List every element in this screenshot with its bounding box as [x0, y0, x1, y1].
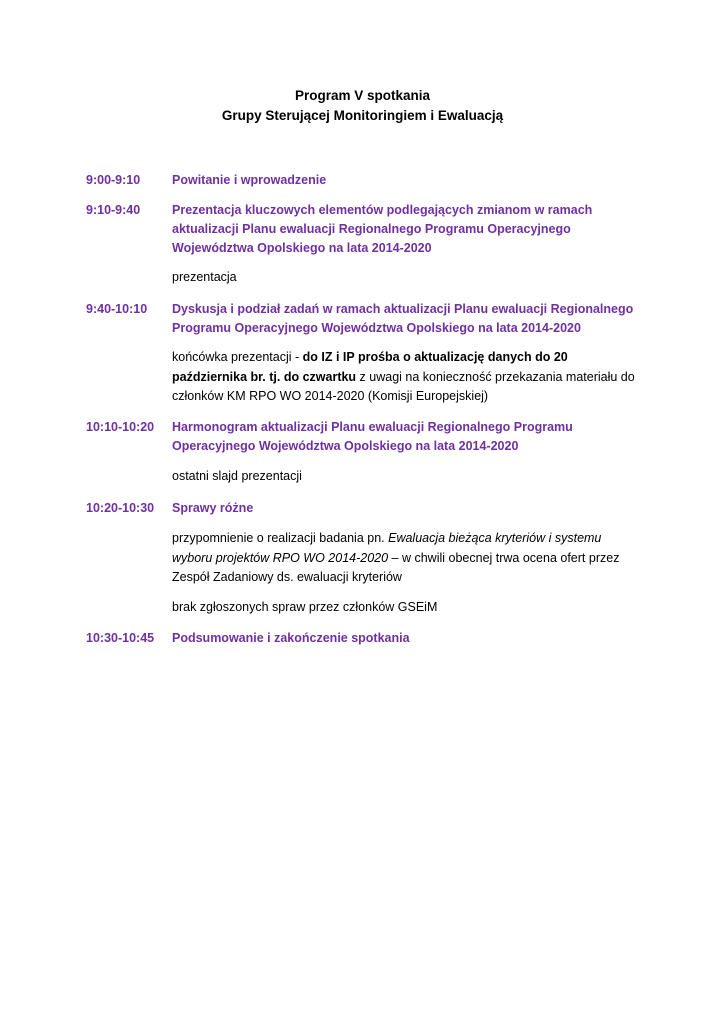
agenda-time: 9:10-9:40: [86, 203, 141, 217]
agenda-topic: Dyskusja i podział zadań w ramach aktualizacji Planu ewaluacji Regionalnego Programu Operacyjnego Województwa Opolskiego na lata 2014-2020: [172, 302, 634, 335]
agenda-topic: Sprawy różne: [172, 501, 254, 515]
note-emphasis: do IZ i IP prośba o aktualizację danych do 20 października br. tj. do czwartku: [172, 350, 568, 384]
note-text: końcówka prezentacji -: [172, 350, 303, 364]
note-text: – w chwili obecnej trwa ocena ofert przez Zespół Zadaniowy ds. ewaluacji kryteriów: [172, 550, 620, 584]
agenda-note: ostatni slajd prezentacji: [172, 469, 302, 483]
agenda-note: prezentacja: [172, 270, 237, 284]
agenda-time: 9:00-9:10: [86, 173, 141, 187]
agenda-note: [172, 348, 642, 407]
note-italic-title: Ewaluacja bieżąca kryteriów i systemu wyboru projektów RPO WO 2014-2020: [172, 531, 602, 565]
agenda-time: 10:20-10:30: [86, 501, 155, 515]
agenda-time: 10:10-10:20: [86, 420, 155, 434]
agenda-time: 9:40-10:10: [86, 302, 148, 316]
agenda-topic: Prezentacja kluczowych elementów podlegających zmianom w ramach aktualizacji Planu ewaluacji Regionalnego Programu Operacyjnego Województwa Opolskiego na lata 2014-2020: [172, 203, 593, 255]
agenda-note: [172, 529, 642, 588]
agenda-note: brak zgłoszonych spraw przez członków GSEiM: [172, 600, 438, 614]
note-text: z uwagi na konieczność przekazania materiału do członków KM RPO WO 2014-2020 (Komisji Europejskiej): [172, 369, 635, 403]
note-text: przypomnienie o realizacji badania pn.: [172, 531, 389, 545]
agenda-time: 10:30-10:45: [86, 631, 155, 645]
document-title: Program V spotkania: [294, 88, 431, 103]
agenda-topic: Podsumowanie i zakończenie spotkania: [172, 631, 410, 645]
agenda-topic: Harmonogram aktualizacji Planu ewaluacji Regionalnego Programu Operacyjnego Województwa Opolskiego na lata 2014-2020: [172, 420, 573, 453]
document-subtitle: Grupy Sterującej Monitoringiem i Ewaluacją: [221, 108, 504, 123]
agenda-topic: Powitanie i wprowadzenie: [172, 173, 327, 187]
